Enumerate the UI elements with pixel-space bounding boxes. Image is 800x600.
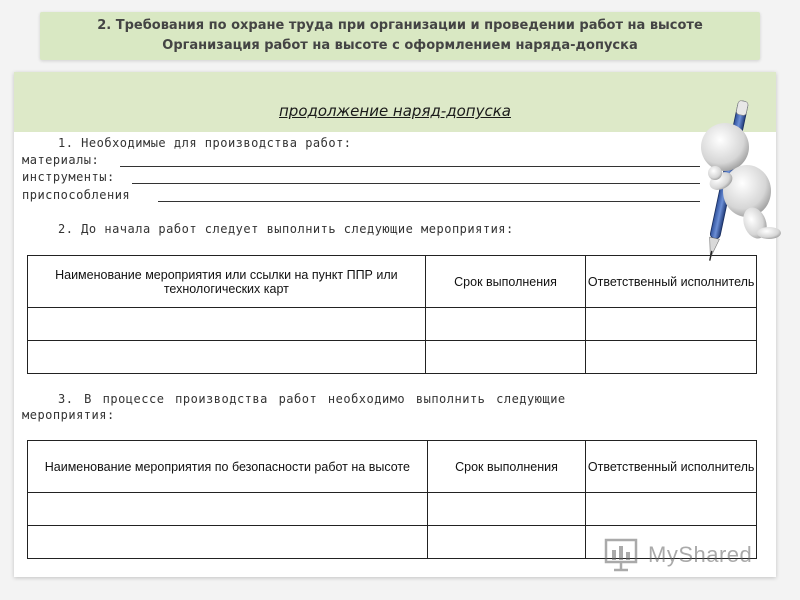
header-title: 2. Требования по охране труда при организации и проведении работ на высоте	[97, 18, 703, 33]
figure-with-pen-illustration	[685, 95, 785, 265]
section3-heading: 3. В процессе производства работ необходимо выполнить следующие	[58, 392, 566, 406]
field-label-tools: инструменты:	[22, 170, 115, 184]
table-cell[interactable]	[28, 308, 426, 341]
section1-heading: 1. Необходимые для производства работ:	[58, 136, 352, 150]
table-row	[28, 308, 757, 341]
table-cell[interactable]	[28, 526, 428, 559]
field-line-materials[interactable]	[120, 166, 700, 167]
panel-title: продолжение наряд-допуска	[279, 102, 511, 120]
table-row	[28, 341, 757, 374]
field-label-fixtures: приспособления	[22, 188, 131, 202]
form-panel	[14, 72, 776, 577]
column-header-safety-measure: Наименование мероприятия по безопасности работ на высоте	[28, 441, 428, 493]
table-cell[interactable]	[427, 526, 586, 559]
section2-heading: 2. До начала работ следует выполнить следующие мероприятия:	[58, 222, 514, 236]
table-header-row	[28, 441, 757, 493]
table-cell[interactable]	[586, 493, 757, 526]
slide-header	[40, 12, 760, 60]
column-header-responsible: Ответственный исполнитель	[586, 441, 757, 493]
table-cell[interactable]	[425, 341, 586, 374]
table-row	[28, 493, 757, 526]
field-line-fixtures[interactable]	[158, 201, 700, 202]
column-header-deadline: Срок выполнения	[427, 441, 586, 493]
column-header-measure: Наименование мероприятия или ссылки на пункт ППР или технологических карт	[28, 256, 426, 308]
myshared-logo	[604, 536, 764, 572]
column-header-responsible: Ответственный исполнитель	[586, 256, 757, 308]
field-label-materials: материалы:	[22, 153, 100, 167]
section3-heading-continued: мероприятия:	[22, 408, 115, 422]
table-cell[interactable]	[425, 308, 586, 341]
column-header-deadline: Срок выполнения	[425, 256, 586, 308]
table-cell[interactable]	[28, 341, 426, 374]
table-cell[interactable]	[28, 493, 428, 526]
header-subtitle: Организация работ на высоте с оформлением наряда-допуска	[162, 38, 638, 53]
watermark-text: MyShared	[648, 542, 753, 567]
table-header-row	[28, 256, 757, 308]
panel-header	[14, 72, 776, 132]
preparation-table	[27, 255, 757, 374]
table-cell[interactable]	[586, 308, 757, 341]
table-cell[interactable]	[427, 493, 586, 526]
field-line-tools[interactable]	[132, 183, 700, 184]
table-cell[interactable]	[586, 341, 757, 374]
